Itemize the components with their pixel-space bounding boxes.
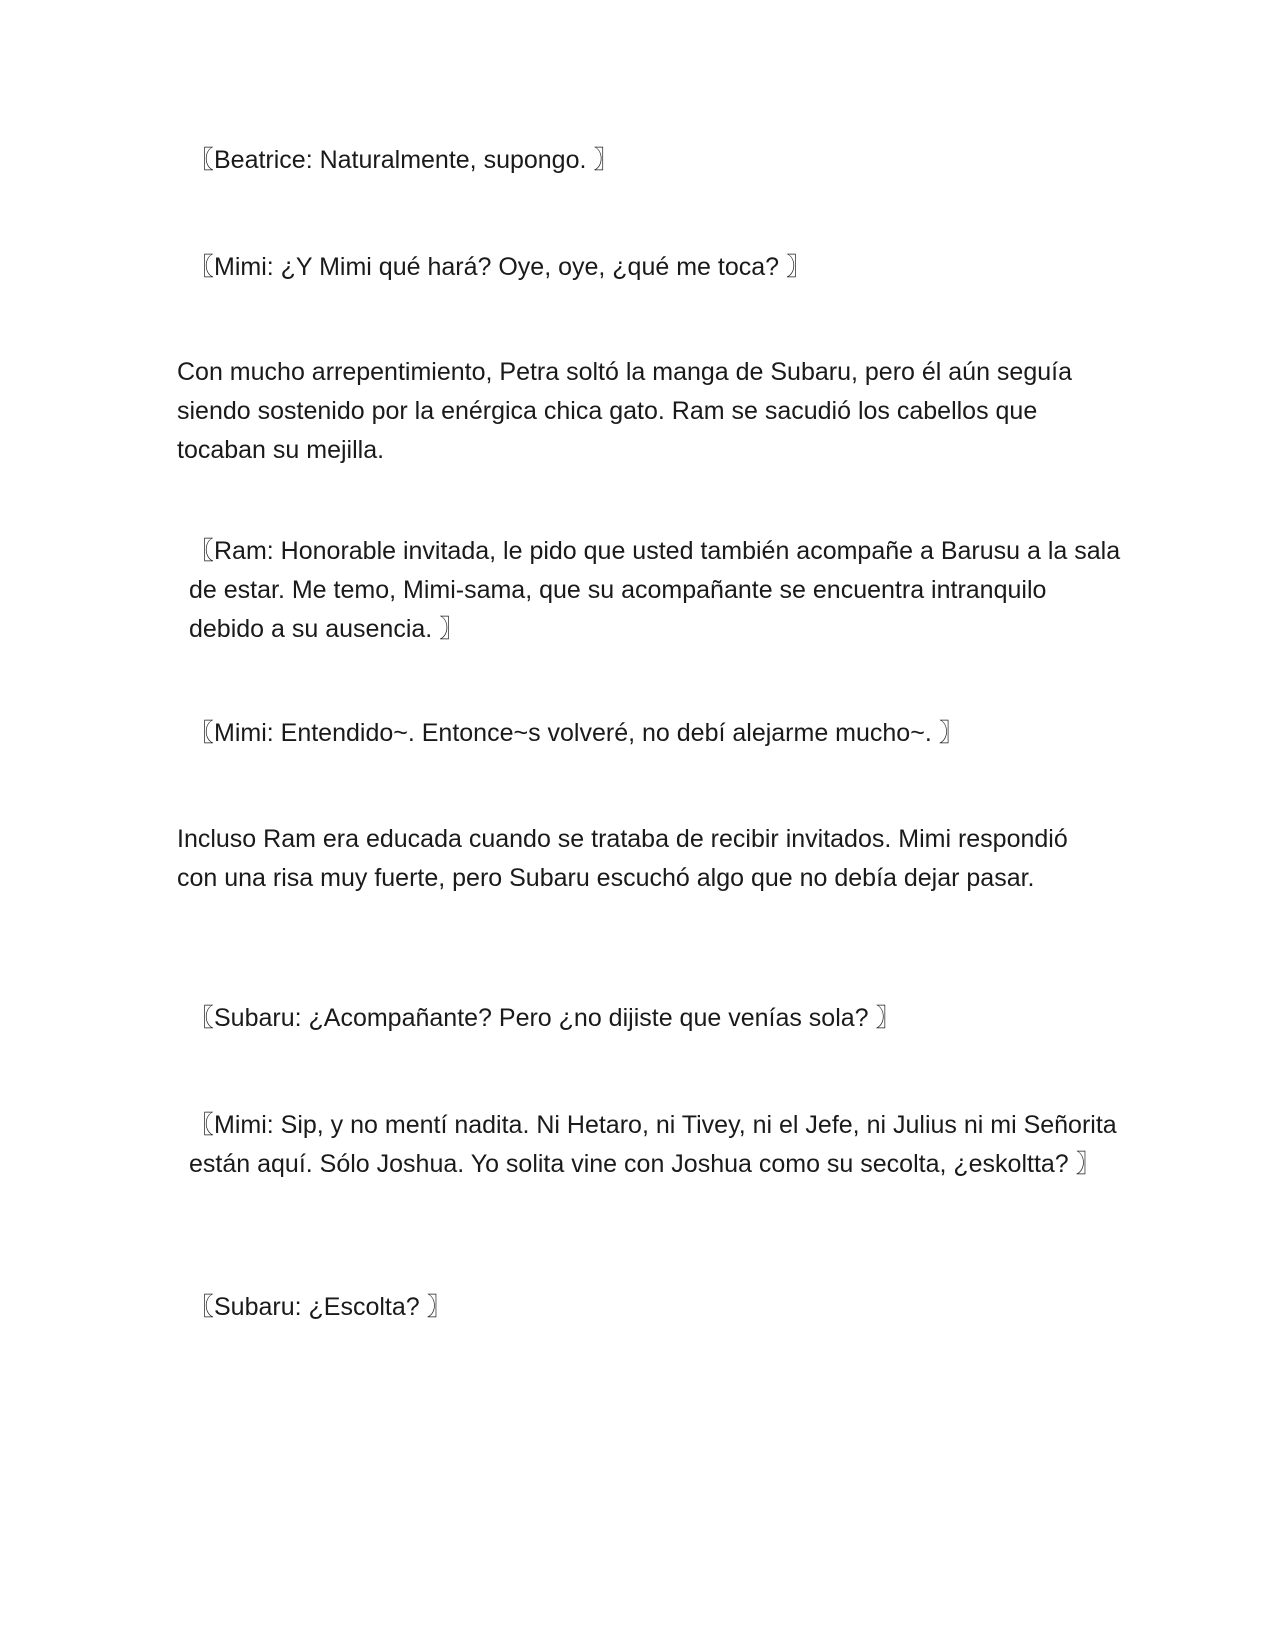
dialogue-subaru-2: 〖Subaru: ¿Escolta? 〗 [189, 1293, 452, 1321]
narration-paragraph-2: Incluso Ram era educada cuando se trataba de recibir invitados. Mimi respondió con una risa muy fuerte, pero Subaru escuchó algo que no debía dejar pasar. [177, 825, 1068, 892]
dialogue-ram-1: 〖Ram: Honorable invitada, le pido que usted también acompañe a Barusu a la sala de estar. Me temo, Mimi-sama, que su acompañante se encuentra intranquilo debido a su ausencia. 〗 [189, 537, 1121, 643]
dialogue-subaru-1: 〖Subaru: ¿Acompañante? Pero ¿no dijiste que venías sola? 〗 [189, 1004, 901, 1032]
dialogue-mimi-1: 〖Mimi: ¿Y Mimi qué hará? Oye, oye, ¿qué me toca? 〗 [189, 253, 811, 281]
narration-paragraph-1: Con mucho arrepentimiento, Petra soltó la manga de Subaru, pero él aún seguía siendo sostenido por la enérgica chica gato. Ram se sacudió los cabellos que tocaban su mejilla. [177, 358, 1072, 464]
dialogue-mimi-2: 〖Mimi: Entendido~. Entonce~s volveré, no debí alejarme mucho~. 〗 [189, 719, 964, 747]
dialogue-beatrice-1: 〖Beatrice: Naturalmente, supongo. 〗 [189, 146, 619, 174]
dialogue-mimi-3: 〖Mimi: Sip, y no mentí nadita. Ni Hetaro, ni Tivey, ni el Jefe, ni Julius ni mi Señorita están aquí. Sólo Joshua. Yo solita vine con Joshua como su secolta, ¿eskoltta? 〗 [189, 1111, 1117, 1178]
